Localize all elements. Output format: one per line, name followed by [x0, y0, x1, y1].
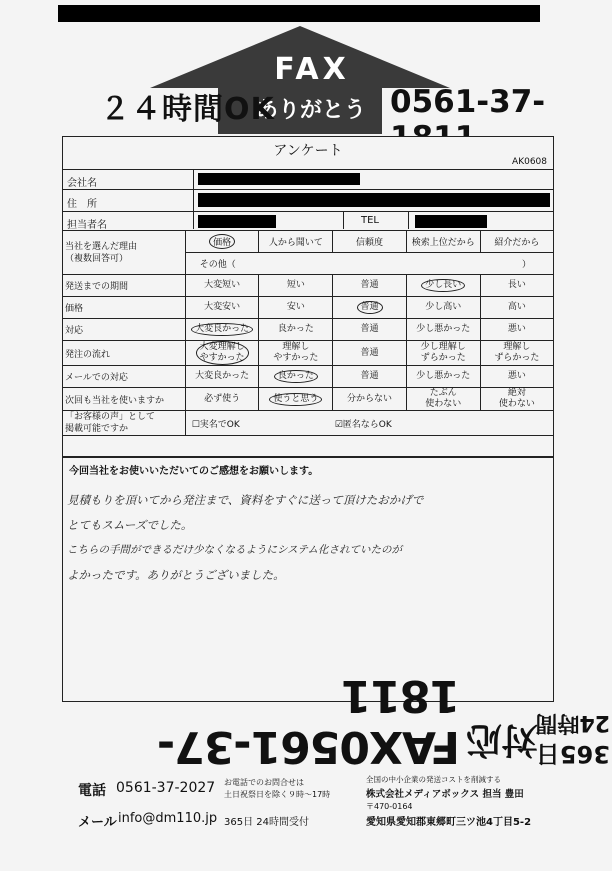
banner-fax-number: FAX0561-37-1811 [157, 670, 460, 772]
survey-option[interactable]: 悪い [480, 319, 553, 341]
footer-note-1: お電話でのお問合せは [224, 778, 304, 787]
survey-option[interactable]: 安い [259, 297, 333, 319]
reason-option-trust[interactable]: 信頼度 [333, 231, 407, 253]
footer-tel: 0561-37-2027 [116, 780, 216, 796]
address-label: 住 所 [67, 199, 97, 210]
survey-row [63, 275, 554, 297]
survey-row-label: 発送までの期間 [63, 275, 186, 297]
tel-label: TEL [361, 215, 379, 226]
thanks-label: ありがとう [255, 98, 366, 123]
person-redaction [198, 215, 276, 228]
company-redaction [198, 173, 360, 185]
survey-row-label: 対応 [63, 319, 186, 341]
survey-option[interactable]: 少し理解し ずらかった [406, 341, 480, 366]
survey-option[interactable]: 普通 [333, 297, 407, 319]
form-code: AK0608 [512, 157, 547, 167]
person-label: 担当者名 [67, 220, 107, 231]
survey-option[interactable]: 長い [480, 275, 553, 297]
banner-taio: 対応 [465, 719, 538, 760]
tel-redaction [415, 215, 487, 228]
reason-option-price[interactable]: 価格 [185, 231, 259, 253]
survey-row [63, 341, 554, 366]
voice-option-realname[interactable]: ☐実名でOK [185, 411, 332, 436]
reason-other[interactable]: その他（ ） [185, 253, 553, 275]
survey-option[interactable]: 大変理解し やすかった [185, 341, 259, 366]
footer-mail[interactable]: info@dm110.jp [118, 811, 218, 826]
survey-option[interactable]: 大変良かった [185, 366, 259, 388]
footer-address: 愛知県愛知郡東郷町三ツ池4丁目5-2 [366, 817, 532, 828]
survey-row [63, 297, 554, 319]
comment-line-4: よかったです。ありがとうございました。 [67, 568, 285, 582]
survey-option[interactable]: 悪い [480, 366, 553, 388]
survey-option[interactable]: 少し高い [406, 297, 480, 319]
survey-option[interactable]: 絶対 使わない [480, 388, 553, 411]
survey-option[interactable]: 普通 [333, 366, 407, 388]
address-redaction [198, 193, 550, 207]
form-title: アンケート [273, 143, 343, 159]
redaction-bar-top [58, 5, 540, 22]
banner-365: 365日 [535, 740, 610, 768]
footer-mail-label: メール [78, 815, 117, 830]
comments-prompt: 今回当社をお使いいただいてのご感想をお願いします。 [69, 466, 319, 477]
fax-label: FAX [274, 52, 350, 87]
comment-line-1: 見積もりを頂いてから発注まで、資料をすぐに送って頂けたおかげで [67, 493, 424, 507]
survey-option[interactable]: 大変安い [185, 297, 259, 319]
survey-option[interactable]: 少し悪かった [406, 319, 480, 341]
survey-option[interactable]: 大変良かった [185, 319, 259, 341]
comment-line-2: とてもスムーズでした。 [67, 518, 193, 532]
survey-table [62, 230, 554, 436]
footer-zip: 〒470-0164 [366, 802, 413, 811]
company-label: 会社名 [67, 178, 97, 189]
footer-note-2: 土日祝祭日を除く９時～17時 [224, 790, 331, 799]
fax-banner-rotated [70, 670, 610, 774]
survey-option[interactable]: 大変短い [185, 275, 259, 297]
survey-row [63, 319, 554, 341]
comments-box [62, 457, 554, 702]
survey-option[interactable]: 普通 [333, 341, 407, 366]
survey-option[interactable]: 少し悪かった [406, 366, 480, 388]
survey-row [63, 366, 554, 388]
survey-option[interactable]: 理解し やすかった [259, 341, 333, 366]
footer-company-tagline: 全国の中小企業の発送コストを削減する [366, 775, 501, 784]
header-phone: 0561-37- [390, 84, 546, 120]
footer-tel-label: 電話 [78, 783, 106, 799]
survey-option[interactable]: 普通 [333, 319, 407, 341]
voice-option-anonymous[interactable]: ☑匿名ならOK [333, 411, 554, 436]
survey-option[interactable]: 使うと思う [259, 388, 333, 411]
reason-option-referral[interactable]: 人から聞いて [259, 231, 333, 253]
footer-company: 株式会社メディアボックス 担当 豊田 [366, 789, 524, 800]
reason-option-search[interactable]: 検索上位だから [406, 231, 480, 253]
survey-row-label: 価格 [63, 297, 186, 319]
survey-option[interactable]: 良かった [259, 319, 333, 341]
survey-option[interactable]: 良かった [259, 366, 333, 388]
survey-option[interactable]: 高い [480, 297, 553, 319]
reason-label: 当社を選んだ理由 （複数回答可） [63, 231, 186, 275]
comment-line-3: こちらの手間ができるだけ少なくなるようにシステム化されていたのが [67, 544, 402, 556]
survey-option[interactable]: たぶん 使わない [406, 388, 480, 411]
banner-24h: 24時間 [535, 710, 610, 735]
voice-label: 「お客様の声」として 掲載可能ですか [63, 411, 186, 436]
survey-row-label: 発注の流れ [63, 341, 186, 366]
footer-service-hours: 365日 24時間受付 [224, 817, 309, 828]
survey-row-label: メールでの対応 [63, 366, 186, 388]
survey-row [63, 388, 554, 411]
survey-option[interactable]: 少し長い [406, 275, 480, 297]
24h-ok-text: ２４時間OK [100, 92, 275, 127]
survey-option[interactable]: 必ず使う [185, 388, 259, 411]
survey-option[interactable]: 理解し ずらかった [480, 341, 553, 366]
reason-option-introduced[interactable]: 紹介だから [480, 231, 553, 253]
survey-option[interactable]: 短い [259, 275, 333, 297]
survey-row-label: 次回も当社を使いますか [63, 388, 186, 411]
survey-option[interactable]: 分からない [333, 388, 407, 411]
survey-option[interactable]: 普通 [333, 275, 407, 297]
survey-form [62, 136, 554, 457]
